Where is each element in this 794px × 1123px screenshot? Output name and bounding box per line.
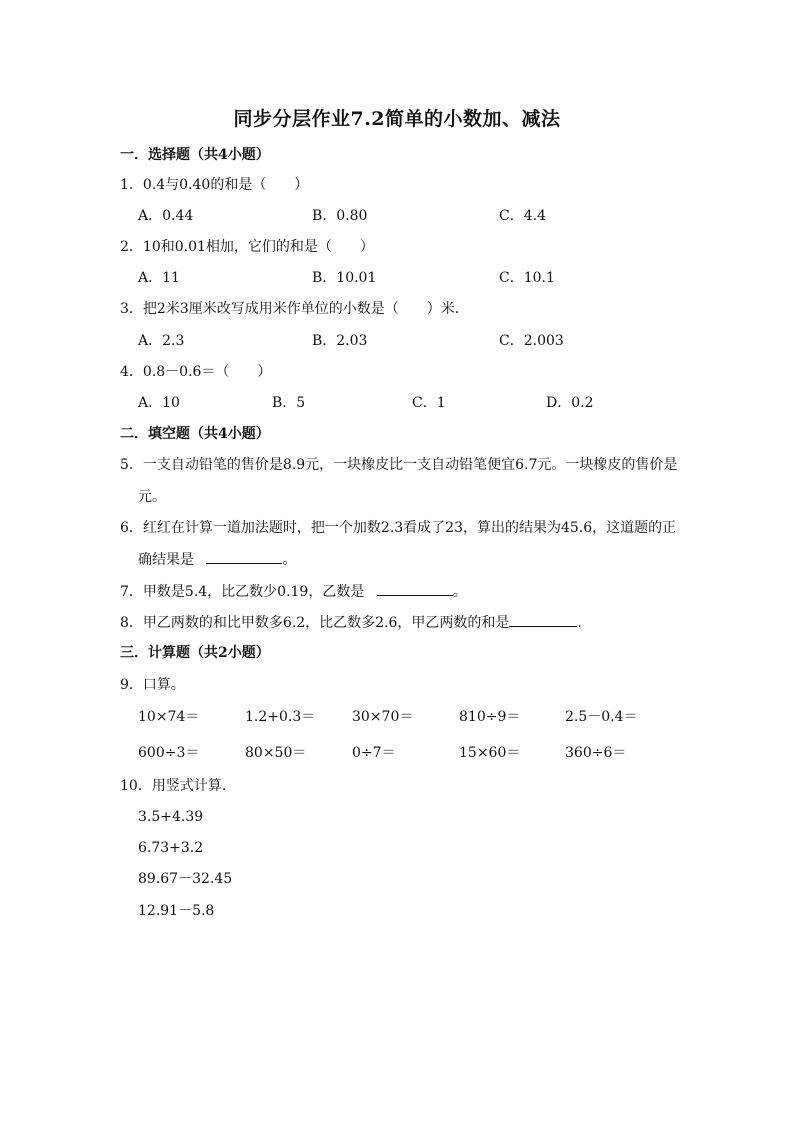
question-6-line-1: 6．红红在计算一道加法题时，把一个加数2.3看成了23，算出的结果为45.6，这道题的正	[120, 520, 677, 536]
question-3: 3．把2米3厘米改写成用米作单位的小数是（ ）米．	[120, 301, 469, 317]
q1-option-a: A．0.44	[138, 208, 194, 224]
answer-blank[interactable]	[206, 549, 282, 564]
mental-math-item: 30×70＝	[352, 709, 414, 725]
q3-option-b: B．2.03	[312, 333, 368, 349]
q1-option-c: C．4.4	[499, 208, 546, 224]
q1-option-b: B．0.80	[312, 208, 368, 224]
vertical-calc-item: 6.73+3.2	[138, 840, 204, 856]
page-title: 同步分层作业7.2简单的小数加、减法	[233, 108, 561, 130]
mental-math-item: 2.5－0.4＝	[565, 709, 638, 725]
question-7-text: 7．甲数是5.4，比乙数少0.19，乙数是	[120, 584, 365, 600]
question-4: 4．0.8－0.6＝（ ）	[120, 364, 272, 380]
q3-option-c: C．2.003	[499, 333, 564, 349]
q4-option-d: D．0.2	[546, 395, 594, 411]
question-10: 10．用竖式计算．	[120, 778, 236, 794]
q2-option-c: C．10.1	[499, 270, 555, 286]
mental-math-item: 15×60＝	[459, 745, 521, 761]
q4-option-b: B．5	[272, 395, 306, 411]
question-6-end: 。	[282, 552, 297, 568]
answer-blank[interactable]	[377, 581, 453, 596]
section-choice: 一．选择题（共4小题）	[120, 147, 270, 163]
vertical-calc-item: 12.91－5.8	[138, 903, 215, 919]
question-8-text: 8．甲乙两数的和比甲数多6.2，比乙数多2.6，甲乙两数的和是	[120, 615, 510, 631]
question-1: 1．0.4与0.40的和是（ ）	[120, 177, 309, 193]
vertical-calc-item: 3.5+4.39	[138, 809, 204, 825]
question-6-text: 确结果是	[138, 552, 194, 568]
question-7-end: 。	[452, 584, 467, 600]
mental-math-item: 80×50＝	[245, 745, 307, 761]
question-2: 2．10和0.01相加，它们的和是（ ）	[120, 239, 374, 255]
question-8-end: .	[577, 615, 582, 631]
mental-math-item: 810÷9＝	[459, 709, 521, 725]
mental-math-item: 600÷3＝	[138, 745, 200, 761]
question-8	[120, 612, 582, 633]
q2-option-b: B．10.01	[312, 270, 377, 286]
question-7	[120, 581, 467, 602]
vertical-calc-item: 89.67－32.45	[138, 871, 233, 887]
question-5-line-2: 元。	[138, 489, 166, 505]
mental-math-item: 1.2+0.3＝	[245, 709, 316, 725]
q4-option-c: C．1	[412, 395, 446, 411]
question-5-line-1: 5．一支自动铅笔的售价是8.9元，一块橡皮比一支自动铅笔便宜6.7元。一块橡皮的售价是	[120, 457, 678, 473]
mental-math-item: 0÷7＝	[352, 745, 396, 761]
section-fill: 二．填空题（共4小题）	[120, 426, 270, 442]
question-6-line-2	[138, 549, 296, 570]
q2-option-a: A．11	[138, 270, 180, 286]
section-calc: 三．计算题（共2小题）	[120, 645, 270, 661]
mental-math-item: 10×74＝	[138, 709, 200, 725]
q4-option-a: A．10	[138, 395, 180, 411]
mental-math-item: 360÷6＝	[565, 745, 627, 761]
question-9: 9．口算。	[120, 677, 185, 693]
answer-blank[interactable]	[509, 612, 577, 627]
q3-option-a: A．2.3	[138, 333, 185, 349]
